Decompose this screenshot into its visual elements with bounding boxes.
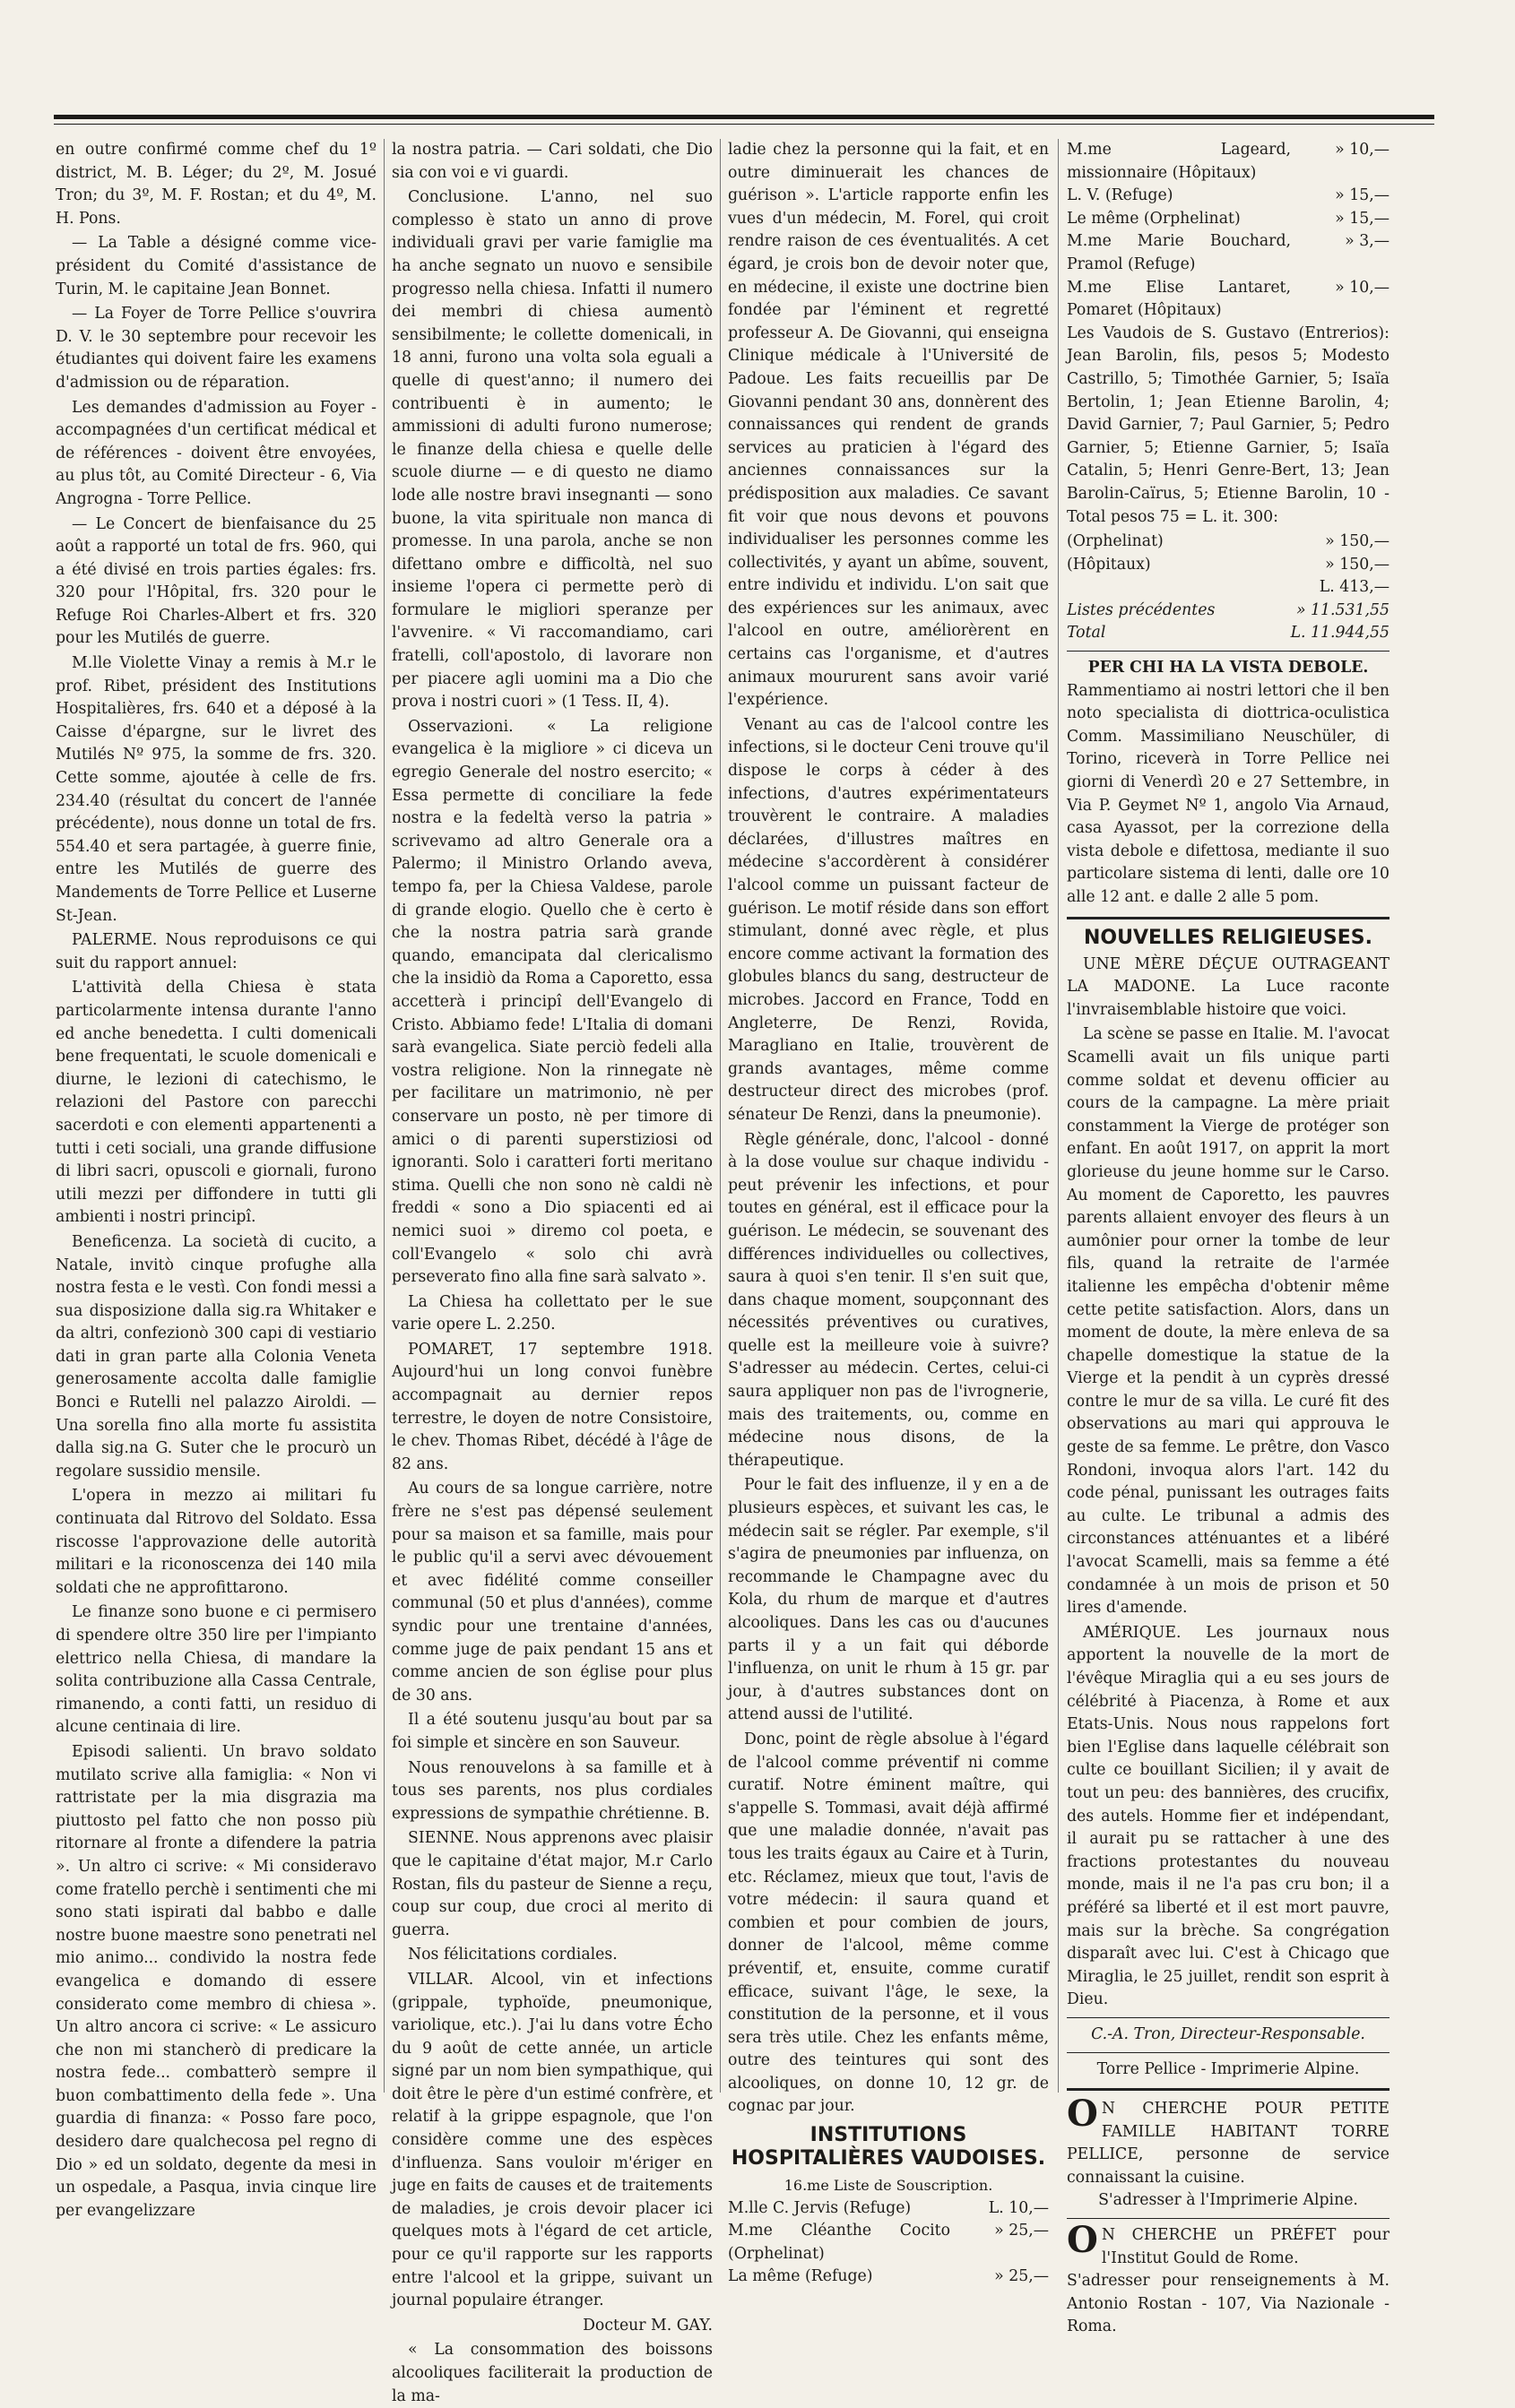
total-row: Total L. 11.944,55 — [1067, 624, 1389, 643]
ad-contact: S'adresser à l'Imprimerie Alpine. — [1098, 2191, 1358, 2210]
subscription-row: M.me Elise Lantaret, Pomaret (Hôpitaux) » 10,— — [1067, 278, 1389, 320]
vista-text: Rammentiamo ai nostri lettori che il ben noto specialista di diottrica-oculistica Comm. Massimiliano Neuschüler, di Torino, riceverà in Torre Pellice nei giorni di Venerdì 20 e 27 Settembre, in Via P. Geymet Nº 1, angolo Via Arnaud, casa Ayassot, per la correzione della vista debole e difettosa, mediante il suo particolare sistema di lenti, dalle ore 10 alle 12 ant. e dalle 2 alle 5 pom. — [1067, 681, 1389, 906]
subscription-row: La même (Refuge) » 25,— — [728, 2267, 1049, 2286]
column-2 — [392, 139, 713, 2405]
column-1 — [56, 139, 377, 2220]
header-rule — [54, 115, 1434, 119]
paragraph: Au cours de sa longue carrière, notre frère ne s'est pas dépensé seulement pour sa maison et sa famille, mais pour le public qu'il a servi avec dévouement et avec fidélité comme conseiller communal (50 et plus d'années), comme syndic pour une trentaine d'années, comme juge de paix pendant 15 ans et comme ancien de son église pour plus de 30 ans. — [392, 1480, 713, 1705]
subscription-row: L. V. (Refuge) » 15,— — [1067, 186, 1389, 205]
paragraph: Le finanze sono buone e ci permisero di spendere oltre 350 lire per l'impianto elettrico nella Chiesa, di mandare la solita contribuzione alla Cassa Centrale, rimanendo, a conti fatti, un residuo di alcune centinaia di lire. — [56, 1603, 377, 1737]
subscription-row: M.me Cléanthe Cocito (Orphelinat) » 25,— — [728, 2222, 1049, 2263]
divider — [1067, 2017, 1389, 2018]
signature: Docteur M. GAY. — [583, 2316, 713, 2335]
nouvelles-title: NOUVELLES RELIGIEUSES. — [1084, 926, 1372, 949]
paragraph: L'opera in mezzo ai militari fu continuata dal Ritrovo del Soldato. Essa riscosse l'approvazione delle autorità militari e la riconoscenza dei 140 mila soldati che ne approfittarono. — [56, 1487, 377, 1597]
paragraph: Pour le fait des influenze, il y en a de plusieurs espèces, et suivant les cas, le médecin sait se régler. Par exemple, s'il s'agira de pneumonies par influenza, on recommande le Champagne avec du Kola, du rhum de marque et d'autres alcooliques. Dans les cas ou d'aucunes parts il y a un fait qui déborde l'influenza, on unit le rhum à 15 gr. par jour, à d'autres substances dont on attend aussi de l'utilité. — [728, 1476, 1049, 1724]
paragraph: Les demandes d'admission au Foyer - accompagnées d'un certificat médical et de références - doivent être envoyées, au plus tôt, au Comité Directeur - 6, Via Angrogna - Torre Pellice. — [56, 398, 377, 508]
paragraph: M.lle Violette Vinay a remis à M.r le prof. Ribet, président des Institutions Hospitalières, frs. 640 et a déposé à la Caisse d'épargne, sur le livret des Mutilés Nº 975, la somme de frs. 320. Cette somme, ajoutée à celle de frs. 234.40 (résultat du concert de l'année précédente), nous donne un total de frs. 554.40 et sera partagée, à guerre finie, entre les Mutilés de guerre des Mandements de Torre Pellice et Luserne St-Jean. — [56, 654, 377, 925]
column-rule — [384, 139, 385, 2093]
ad-text: N CHERCHE un PRÉFET pour l'Institut Gould de Rome. — [1101, 2226, 1389, 2267]
subscription-row: M.lle C. Jervis (Refuge) L. 10,— — [728, 2198, 1049, 2217]
subscription-row: M.me Lageard, missionnaire (Hôpitaux) » 10,— — [1067, 141, 1389, 182]
paragraph: Nos félicitations cordiales. — [408, 1946, 618, 1964]
paragraph: SIENNE. Nous apprenons avec plaisir que le capitaine d'état major, M.r Carlo Rostan, fils du pasteur de Sienne a reçu, coup sur coup, due croci al merito di guerra. — [392, 1829, 713, 1939]
director-line: C.-A. Tron, Directeur-Responsable. — [1091, 2024, 1365, 2043]
column-4 — [1067, 139, 1389, 2336]
column-rule — [1058, 139, 1059, 2093]
paragraph: La Chiesa ha collettato per le sue varie opere L. 2.250. — [392, 1292, 713, 1334]
subscription-row: (Orphelinat) » 150,— — [1067, 532, 1389, 551]
paragraph: en outre confirmé comme chef du 1º district, M. B. Léger; du 2º, M. Josué Tron; du 3º, M. F. Rostan; et du 4º, M. H. Pons. — [56, 141, 377, 228]
ad-contact: S'adresser pour renseignements à M. Antonio Rostan - 107, Via Nazionale - Roma. — [1067, 2272, 1389, 2336]
paragraph: — La Foyer de Torre Pellice s'ouvrira D. V. le 30 septembre pour recevoir les étudiantes qui doivent faire les examens d'admission ou de réparation. — [56, 305, 377, 392]
drop-cap: O — [1067, 2093, 1098, 2136]
divider — [1067, 917, 1389, 919]
ad-prefet — [1067, 2219, 1389, 2339]
header-rule-thin — [54, 124, 1434, 125]
paragraph: POMARET, 17 septembre 1918. Aujourd'hui un long convoi funèbre accompagnait au dernier repos terrestre, le doyen de notre Consistoire, le chev. Thomas Ribet, décédé à l'âge de 82 ans. — [392, 1340, 713, 1473]
subscription-row: L. 413,— — [1319, 578, 1389, 597]
gustavo-list: Les Vaudois de S. Gustavo (Entrerios): Jean Barolin, fils, pesos 5; Modesto Castrillo, 5; Timothée Garnier, 5; Isaïa Bertolin, 1; Jean Etienne Barolin, 4; David Garnier, 7; Paul Garnier, 5; Pedro Garnier, 5; Etienne Garnier, 5; Isaïa Catalin, 5; Henri Genre-Bert, 13; Jean Barolin-Caïrus, 5; Etienne Barolin, 10 - Total pesos 75 = L. it. 300: — [1067, 324, 1389, 526]
divider — [1067, 2088, 1389, 2091]
paragraph: UNE MÈRE DÉÇUE OUTRAGEANT LA MADONE. La Luce raconte l'invraisemblable histoire que voici. — [1067, 954, 1389, 1019]
printer-line: Torre Pellice - Imprimerie Alpine. — [1096, 2059, 1360, 2078]
paragraph: Il a été soutenu jusqu'au bout par sa foi simple et sincère en son Sauveur. — [392, 1711, 713, 1752]
paragraph: Osservazioni. « La religione evangelica è la migliore » ci diceva un egregio Generale del nostro esercito; « Essa permette di conciliare la fede nostra e la fedeltà verso la patria » scrivevamo ad altro Generale ora a Palermo; il Ministro Orlando aveva, tempo fa, per la Chiesa Valdese, parole di grande elogio. Quello che è certo è che la nostra patria sarà grande quando, emancipata dal clericalismo che la insidiò da Roma a Caporetto, essa accetterà i principî dell'Evangelo di Cristo. Abbiamo fede! L'Italia di domani sarà evangelica. Siate perciò fedeli alla vostra religione. Non la rinnegate nè per facilitare un matrimonio, nè per conservare un posto, nè per timore di amici o di parenti superstiziosi od ignoranti. Solo i caratteri forti meritano stima. Quelli che non sono nè caldi nè freddi « sono a Dio spiacenti ed ai nemici suoi » diremo col poeta, e coll'Evangelo « solo chi avrà perseverato fino alla fine sarà salvato ». — [392, 717, 713, 1287]
paragraph: « La consommation des boissons alcooliques faciliterait la production de la ma- — [392, 2341, 713, 2405]
paragraph: Règle générale, donc, l'alcool - donné à la dose voulue sur chaque individu - peut prévenir les infections, et pour toutes en général, est il efficace pour la guérison. Le médecin, se souvenant des différences individuelles ou collectives, saura à quoi s'en tenir. Il s'en suit que, dans chaque moment, soupçonnant des nécessités préventives ou curatives, quelle est la meilleure voie à suivre? S'adresser au médecin. Certes, celui-ci saura appliquer non pas de l'ivrognerie, mais des traitements, ou, comme en médecine nous disons, de la thérapeutique. — [728, 1130, 1049, 1470]
paragraph: Conclusione. L'anno, nel suo complesso è stato un anno di prove individuali gravi per varie famiglie ma ha anche segnato un nuovo e sensibile progresso nella chiesa. Infatti il numero dei membri di chiesa aumentò sensibilmente; le collette domenicali, in 18 anni, furono una volta sola eguali a quelle di quest'anno; il numero dei contribuenti è in aumento; le ammissioni di adulti furono numerose; le finanze della chiesa e quelle delle scuole diurne — e di questo ne diamo lode alle nostre bravi insegnanti — sono buone, la vita spirituale non manca di promesse. In una parola, anche se non difettano ombre e difficoltà, nel suo insieme l'opera ci permette però di formulare le migliori speranze per l'avvenire. « Vi raccomandiamo, cari fratelli, coll'apostolo, di lavorare non per piacere agli uomini ma a Dio che prova i nostri cuori » (1 Tess. II, 4). — [392, 188, 713, 712]
paragraph: Nous renouvelons à sa famille et à tous ses parents, nos plus cordiales expressions de sympathie chrétienne. B. — [392, 1758, 713, 1823]
divider — [1067, 651, 1389, 652]
paragraph: Donc, point de règle absolue à l'égard de l'alcool comme préventif ni comme curatif. Notre éminent maître, qui s'appelle S. Tommasi, avait déjà affirmé que une maladie donnée, n'avait pas tous les traits égaux au Caire et à Turin, etc. Réclamez, mieux que tout, l'avis de votre médecin: il saura quand et combien et pour combien de jours, donner de l'alcool, même comme préventif, et, ensuite, comme curatif efficace, suivant l'âge, le sexe, la constitution de la personne, et il vous sera très utile. Chez les enfants même, outre des teintures qui sont des alcooliques, on donne 10, 12 gr. de cognac par jour. — [728, 1730, 1049, 2116]
previous-lists-row: Listes précédentes » 11.531,55 — [1067, 600, 1389, 619]
institutions-title: INSTITUTIONS HOSPITALIÈRES VAUDOISES. — [731, 2124, 1046, 2171]
paragraph: Beneficenza. La società di cucito, a Natale, invitò cinque profughe alla nostra festa e le vestì. Con fondi messi a sua disposizione dalla sig.ra Whitaker e da altri, confezionò 300 capi di vestiario dati in gran parte alla Colonia Veneta generosamente accolta dalle famiglie Bonci e Rutelli nel palazzo Airoldi. — Una sorella fino alla morte fu assistita dalla sig.na G. Suter che le procurò un regolare sussidio mensile. — [56, 1232, 377, 1480]
paragraph: Episodi salienti. Un bravo soldato mutilato scrive alla famiglia: « Non vi rattristate per la mia disgrazia ma piuttosto pel fatto che non posso più ritornare al fronte a difendere la patria ». Un altro ci scrive: « Mi consideravo come fratello perchè i sentimenti che mi sono stati ispirati dal babbo e dalle nostre buone maestre sono penetrati nel mio animo... condivido la nostra fede evangelica e domando di essere considerato come membro di chiesa ». Un altro ancora ci scrive: « Le assicuro che non mi stancherò di predicare la nostra fede... combatterò sempre il buon combattimento della fede ». Una guardia di finanza: « Posso fare poco, desidero dare qualchecosa pel regno di Dio » ed un soldato, degente da mesi in un ospedale, a Pasqua, invia cinque lire per evangelizzare — [56, 1742, 377, 2220]
paragraph: AMÉRIQUE. Les journaux nous apportent la nouvelle de la mort de l'évêque Miraglia qui a eu ses jours de célébrité à Piacenza, à Rome et aux Etats-Unis. Nous nous rappelons fort bien l'Eglise dans laquelle célébrait son culte ce bouillant Sicilien; il y avait de tout un peu: des bannières, des crucifix, des autels. Homme fier et indépendant, il aurait pu se rattacher à une des fractions protestantes du nouveau monde, mais il ne l'a pas cru bon; il a préféré sa liberté et il est mort pauvre, mais sur la brèche. Sa congrégation disparaît avec lui. C'est à Chicago que Miraglia, le 25 juillet, rendit son esprit à Dieu. — [1067, 1623, 1389, 2009]
ad-text: N CHERCHE POUR PETITE FAMILLE HABITANT TORRE PELLICE, personne de service connaissant la cuisine. — [1067, 2100, 1389, 2187]
ad-cuisine — [1067, 2093, 1389, 2213]
subscription-row: Le même (Orphelinat) » 15,— — [1067, 209, 1389, 228]
paragraph: — Le Concert de bienfaisance du 25 août a rapporté un total de frs. 960, qui a été divisé en trois parties égales: frs. 320 pour l'Hôpital, frs. 320 pour le Refuge Roi Charles-Albert et frs. 320 pour les Mutilés de guerre. — [56, 514, 377, 648]
column-3 — [728, 139, 1049, 2286]
paragraph: — La Table a désigné comme vice-président du Comité d'assistance de Turin, M. le capitaine Jean Bonnet. — [56, 234, 377, 298]
divider — [1067, 2218, 1389, 2219]
institutions-subtitle: 16.me Liste de Souscription. — [783, 2177, 993, 2195]
drop-cap: O — [1067, 2219, 1098, 2262]
paragraph: ladie chez la personne qui la fait, et en outre diminuerait les chances de guérison ». L'article rapporte enfin les vues d'un médecin, M. Forel, qui croit rendre raison de ces éventualités. A cet égard, je crois bon de devoir noter que, en médecine, il existe une doctrine bien fondée par l'éminent et regretté professeur A. De Giovanni, qui enseigna Clinique médicale à l'Université de Padoue. Les faits recueillis par De Giovanni pendant 30 ans, donnèrent des connaissances qui rendent de grands services au praticien à l'égard des anciennes connaissances sur la prédisposition aux maladies. Ce savant fit voir que nous devons et pouvons individualiser les personnes comme les collectivités, y ayant un abîme, souvent, entre individu et individu. L'on sait que des expériences sur les animaux, avec l'alcool en outre, améliorèrent en certains cas l'organisme, et d'autres animaux moururent sans avoir varié l'expérience. — [728, 141, 1049, 710]
paragraph: L'attività della Chiesa è stata particolarmente intensa durante l'anno ed anche benedetta. I culti domenicali bene frequentati, le scuole domenicali e diurne, le lezioni di catechismo, le relazioni del Pastore con parecchi sacerdoti e con elementi appartenenti a tutti i ceti sociali, una grande diffusione di libri sacri, opuscoli e giornali, furono utili mezzi per diffondere in tutti gli ambienti i nostri principî. — [56, 979, 377, 1227]
paragraph: Venant au cas de l'alcool contre les infections, si le docteur Ceni trouve qu'il dispose le corps à céder à des infections, d'autres expérimentateurs trouvèrent le contraire. A maladies déclarées, d'illustres maîtres en médecine s'accordèrent à considérer l'alcool comme un puissant facteur de guérison. Le motif réside dans son effort stimulant, donné avec règle, et plus encore comme activant la formation des globules blancs du sang, destructeur de microbes. Jaccord en France, Todd en Angleterre, De Renzi, Rovida, Maragliano en Italie, trouvèrent de grands avantages, même comme destructeur direct des microbes (prof. sénateur De Renzi, dans la pneumonie). — [728, 715, 1049, 1124]
column-rule — [720, 139, 721, 2093]
vista-title: PER CHI HA LA VISTA DEBOLE. — [1087, 659, 1369, 678]
paragraph: la nostra patria. — Cari soldati, che Dio sia con voi e vi guardi. — [392, 141, 713, 182]
divider — [1067, 2052, 1389, 2053]
paragraph: La scène se passe en Italie. M. l'avocat Scamelli avait un fils unique parti comme soldat et devenu officier au cours de la campagne. La mère priait constamment la Vierge de protéger son enfant. En août 1917, on apprit la mort glorieuse du jeune homme sur le Carso. Au moment de Caporetto, les pauvres parents allaient envoyer des fleurs à un aumônier pour orner la tombe de leur fils, quand la retraite de l'armée italienne les empêcha d'obtenir même cette petite satisfaction. Alors, dans un moment de doute, la mère enleva de sa chapelle domestique la statue de la Vierge et la pendit à un cyprès dressé contre le mur de sa villa. Le curé fit des observations au mari qui approuva le geste de sa femme. Le prêtre, don Vasco Rondoni, invoqua alors l'art. 142 du code pénal, punissant les outrages faits au culte. Le tribunal a admis des circonstances atténuantes et a libéré l'avocat Scamelli, mais sa femme a été condamnée à un mois de prison et 50 lires d'amende. — [1067, 1025, 1389, 1618]
subscription-row: M.me Marie Bouchard, Pramol (Refuge) » 3,— — [1067, 232, 1389, 273]
paragraph: VILLAR. Alcool, vin et infections (grippale, typhoïde, pneumonique, variolique, etc.). J'ai lu dans votre Écho du 9 août de cette année, un article signé par un nom bien sympathique, qui doit être le père d'un estimé confrère, et relatif à la grippe espagnole, que l'on considère comme une des espèces d'influenza. Sans vouloir m'ériger en juge en faits de causes et de traitements de maladies, je crois devoir placer ici quelques mots à l'égard de cet article, pour ce qu'il rapporte sur les rapports entre l'alcool et la grippe, suivant un journal populaire étranger. — [392, 1970, 713, 2310]
subscription-row: (Hôpitaux) » 150,— — [1067, 555, 1389, 574]
paragraph: PALERME. Nous reproduisons ce qui suit du rapport annuel: — [56, 931, 377, 972]
